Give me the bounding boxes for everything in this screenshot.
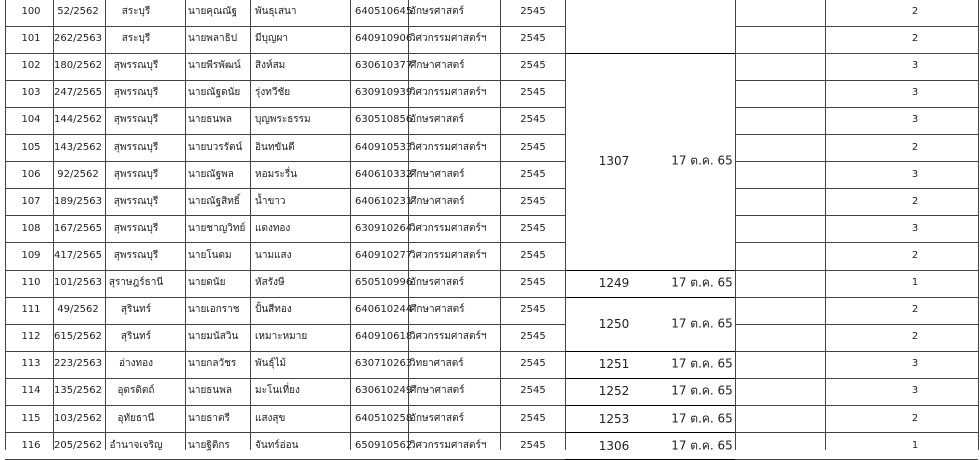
grid-line [5, 134, 565, 135]
cell-name: นายกลวัชร [188, 358, 237, 370]
cell-province: สุพรรณบุรี [113, 249, 159, 261]
grid-line [735, 324, 978, 325]
grid-line [735, 134, 978, 135]
cell-student-id: 640910906 [355, 33, 413, 45]
cell-no: 105 [21, 141, 41, 153]
cell-no: 107 [21, 195, 41, 207]
cell-year: 2545 [520, 141, 546, 153]
cell-surname: มะโนเที่ยง [255, 385, 300, 397]
cell-year: 2545 [520, 385, 546, 397]
cell-no: 113 [21, 358, 41, 370]
cell-code: 247/2565 [54, 87, 102, 99]
cell-student-id: 640910533 [355, 141, 413, 153]
grid-line [565, 351, 735, 352]
cell-student-id: 630910264 [355, 222, 413, 234]
grid-line [5, 270, 565, 271]
cell-code: 143/2562 [54, 141, 102, 153]
grid-line [565, 53, 735, 54]
cell-surname: แสงสุข [255, 412, 286, 424]
cell-count: 2 [911, 331, 919, 343]
cell-year: 2545 [520, 358, 546, 370]
cell-name: นายคุณณัฐ [188, 6, 238, 18]
cell-faculty: วิทยาศาสตร์ [410, 358, 464, 370]
grid-line [565, 432, 735, 433]
cell-no: 115 [21, 412, 41, 424]
cell-province: อุทัยธานี [117, 412, 155, 424]
cell-year: 2545 [520, 114, 546, 126]
cell-surname: พันธุ์ไม้ [255, 358, 287, 370]
cell-name: นายณัฐดนัย [188, 87, 241, 99]
cell-count: 2 [911, 141, 919, 153]
cell-code: 101/2563 [54, 277, 102, 289]
cell-faculty: วิศวกรรมศาสตร์ฯ [410, 87, 487, 99]
exam-date: 17 ต.ค. 65 [671, 356, 733, 371]
cell-code: 262/2563 [54, 33, 102, 45]
cell-name: นายชาญวิทย์ [188, 222, 246, 234]
cell-year: 2545 [520, 6, 546, 18]
cell-count: 1 [911, 439, 919, 451]
cell-student-id: 640910618 [355, 331, 413, 343]
cell-province: อำนาจเจริญ [109, 439, 163, 451]
cell-no: 100 [21, 6, 41, 18]
cell-surname: สิงห์สม [255, 60, 286, 72]
cell-no: 103 [21, 87, 41, 99]
cell-province: สุรินทร์ [120, 331, 152, 343]
cell-year: 2545 [520, 439, 546, 451]
cell-surname: รุ่งทวีชัย [255, 87, 291, 99]
cell-name: นายธนพล [188, 385, 232, 397]
cell-province: อ่างทอง [119, 358, 153, 370]
cell-name: นายโนดม [188, 249, 232, 261]
grid-line [735, 297, 978, 298]
cell-surname: น้ำขาว [255, 195, 286, 207]
cell-faculty: ศึกษาศาสตร์ [410, 304, 465, 316]
cell-count: 2 [911, 33, 919, 45]
cell-surname: พันธุเสนา [255, 6, 297, 18]
grid-line [5, 242, 565, 243]
cell-student-id: 650910562 [355, 439, 413, 451]
grid-line [565, 297, 735, 298]
cell-faculty: วิศวกรรมศาสตร์ฯ [410, 222, 487, 234]
cell-surname: อินทขันตี [255, 141, 295, 153]
exam-date: 17 ต.ค. 65 [671, 383, 733, 398]
grid-line [735, 378, 978, 379]
grid-line [735, 351, 978, 352]
exam-date: 17 ต.ค. 65 [671, 153, 733, 168]
grid-line [735, 26, 978, 27]
cell-count: 3 [911, 60, 919, 72]
room-number: 1251 [598, 357, 630, 372]
cell-count: 2 [911, 249, 919, 261]
cell-code: 189/2563 [54, 195, 102, 207]
cell-code: 205/2562 [54, 439, 102, 451]
room-number: 1250 [598, 316, 630, 331]
cell-surname: มีบุญผา [255, 33, 288, 45]
cell-year: 2545 [520, 331, 546, 343]
cell-year: 2545 [520, 304, 546, 316]
cell-count: 3 [911, 222, 919, 234]
cell-faculty: วิศวกรรมศาสตร์ฯ [410, 439, 487, 451]
cell-student-id: 630610377 [355, 60, 413, 72]
grid-line [250, 0, 251, 450]
cell-surname: แดงทอง [255, 222, 291, 234]
grid-line [105, 0, 106, 450]
cell-name: นายพีรพัฒน์ [188, 60, 241, 72]
room-number: 1307 [598, 154, 630, 169]
grid-line [825, 0, 826, 450]
cell-count: 3 [911, 358, 919, 370]
cell-no: 101 [21, 33, 41, 45]
cell-student-id: 640610244 [355, 304, 413, 316]
cell-year: 2545 [520, 412, 546, 424]
cell-code: 180/2562 [54, 60, 102, 72]
cell-count: 2 [911, 304, 919, 316]
cell-count: 3 [911, 114, 919, 126]
cell-province: สุพรรณบุรี [113, 114, 159, 126]
cell-count: 3 [911, 87, 919, 99]
cell-faculty: ศึกษาศาสตร์ [410, 385, 465, 397]
cell-count: 2 [911, 195, 919, 207]
cell-name: นายธนพล [188, 114, 232, 126]
cell-province: สุราษฎร์ธานี [108, 277, 164, 289]
grid-line [735, 242, 978, 243]
cell-code: 52/2562 [57, 6, 99, 18]
cell-faculty: วิศวกรรมศาสตร์ฯ [410, 33, 487, 45]
cell-faculty: วิศวกรรมศาสตร์ฯ [410, 249, 487, 261]
cell-count: 2 [911, 412, 919, 424]
cell-student-id: 630910939 [355, 87, 413, 99]
cell-province: สุพรรณบุรี [113, 168, 159, 180]
grid-line [565, 270, 735, 271]
cell-no: 109 [21, 249, 41, 261]
grid-line [5, 0, 6, 450]
grid-line [5, 215, 565, 216]
cell-name: นายมนัสวิน [188, 331, 239, 343]
cell-faculty: ศึกษาศาสตร์ [410, 168, 465, 180]
cell-surname: หอมระรื่น [255, 168, 298, 180]
grid-line [735, 161, 978, 162]
cell-no: 104 [21, 114, 41, 126]
cell-no: 114 [21, 385, 41, 397]
grid-line [735, 107, 978, 108]
room-number: 1253 [598, 411, 630, 426]
cell-faculty: วิศวกรรมศาสตร์ฯ [410, 331, 487, 343]
grid-line [5, 351, 565, 352]
cell-no: 116 [21, 439, 41, 451]
cell-student-id: 640910277 [355, 249, 413, 261]
cell-surname: บุญพระธรรม [255, 114, 311, 126]
grid-line [5, 405, 565, 406]
cell-no: 106 [21, 168, 41, 180]
room-number: 1252 [598, 384, 630, 399]
exam-date: 17 ต.ค. 65 [671, 438, 733, 453]
grid-line [978, 0, 979, 450]
grid-line [735, 80, 978, 81]
cell-no: 112 [21, 331, 41, 343]
cell-code: 144/2562 [54, 114, 102, 126]
cell-name: นายณัฐสิทธิ์ [188, 195, 240, 207]
cell-province: สุพรรณบุรี [113, 222, 159, 234]
exam-date: 17 ต.ค. 65 [671, 411, 733, 426]
grid-line [735, 270, 978, 271]
cell-student-id: 630510856 [355, 114, 413, 126]
cell-code: 103/2562 [54, 412, 102, 424]
cell-code: 49/2562 [57, 304, 99, 316]
cell-surname: นามแสง [255, 249, 292, 261]
cell-faculty: อักษรศาสตร์ [410, 114, 464, 126]
exam-date: 17 ต.ค. 65 [671, 275, 733, 290]
grid-line [735, 405, 978, 406]
grid-line [735, 53, 978, 54]
cell-student-id: 630610249 [355, 385, 413, 397]
cell-count: 3 [911, 385, 919, 397]
cell-surname: ปั้นสีทอง [255, 304, 292, 316]
cell-code: 167/2565 [54, 222, 102, 234]
cell-no: 111 [21, 304, 41, 316]
grid-line [5, 26, 565, 27]
cell-surname: จันทร์อ่อน [255, 439, 299, 451]
cell-province: สระบุรี [121, 6, 151, 18]
cell-surname: หัสรังษี [255, 277, 285, 289]
cell-province: อุดรดิตถ์ [117, 385, 155, 397]
grid-line [5, 297, 565, 298]
cell-province: สระบุรี [121, 33, 151, 45]
cell-province: สุพรรณบุรี [113, 87, 159, 99]
cell-year: 2545 [520, 168, 546, 180]
cell-name: นายพลาธิป [188, 33, 238, 45]
cell-student-id: 640510258 [355, 412, 413, 424]
grid-line [5, 432, 565, 433]
exam-date: 17 ต.ค. 65 [671, 316, 733, 331]
grid-line [5, 80, 565, 81]
grid-line [350, 0, 351, 450]
grid-line [565, 378, 735, 379]
cell-year: 2545 [520, 33, 546, 45]
cell-faculty: ศึกษาศาสตร์ [410, 60, 465, 72]
cell-year: 2545 [520, 277, 546, 289]
grid-line [5, 324, 565, 325]
cell-student-id: 640610231 [355, 195, 413, 207]
cell-province: สุรินทร์ [120, 304, 152, 316]
cell-surname: เหมาะหมาย [255, 331, 308, 343]
cell-no: 110 [21, 277, 41, 289]
grid-line [5, 378, 565, 379]
cell-year: 2545 [520, 87, 546, 99]
cell-year: 2545 [520, 60, 546, 72]
cell-code: 417/2565 [54, 249, 102, 261]
grid-line [735, 215, 978, 216]
cell-student-id: 630710263 [355, 358, 413, 370]
grid-line [5, 161, 565, 162]
room-number: 1249 [598, 276, 630, 291]
cell-code: 615/2562 [54, 331, 102, 343]
cell-no: 102 [21, 60, 41, 72]
cell-faculty: อักษรศาสตร์ [410, 6, 464, 18]
cell-student-id: 650510996 [355, 277, 413, 289]
cell-faculty: อักษรศาสตร์ [410, 277, 464, 289]
grid-line [735, 188, 978, 189]
cell-faculty: อักษรศาสตร์ [410, 412, 464, 424]
grid-line [735, 432, 978, 433]
cell-name: นายบวรรัตน์ [188, 141, 243, 153]
room-number: 1306 [598, 438, 630, 453]
cell-no: 108 [21, 222, 41, 234]
grid-line [5, 53, 565, 54]
cell-student-id: 640510645 [355, 6, 413, 18]
grid-line [500, 0, 501, 450]
cell-count: 3 [911, 168, 919, 180]
cell-name: นายณัฐพล [188, 168, 234, 180]
cell-code: 223/2563 [54, 358, 102, 370]
cell-year: 2545 [520, 222, 546, 234]
cell-province: สุพรรณบุรี [113, 60, 159, 72]
cell-year: 2545 [520, 195, 546, 207]
cell-name: นายเอกราช [188, 304, 240, 316]
grid-line [5, 107, 565, 108]
cell-name: นายธาตรี [188, 412, 230, 424]
cell-name: นายดนัย [188, 277, 226, 289]
cell-code: 135/2562 [54, 385, 102, 397]
cell-code: 92/2562 [57, 168, 99, 180]
grid-line [565, 0, 566, 450]
cell-student-id: 640610332 [355, 168, 413, 180]
grid-line [735, 0, 736, 450]
grid-line [565, 405, 735, 406]
cell-name: นายฐิติกร [188, 439, 230, 451]
grid-line [5, 188, 565, 189]
cell-count: 1 [911, 277, 919, 289]
cell-province: สุพรรณบุรี [113, 195, 159, 207]
cell-year: 2545 [520, 249, 546, 261]
grid-line [185, 0, 186, 450]
cell-faculty: วิศวกรรมศาสตร์ฯ [410, 141, 487, 153]
cell-count: 2 [911, 6, 919, 18]
cell-faculty: ศึกษาศาสตร์ [410, 195, 465, 207]
cell-province: สุพรรณบุรี [113, 141, 159, 153]
